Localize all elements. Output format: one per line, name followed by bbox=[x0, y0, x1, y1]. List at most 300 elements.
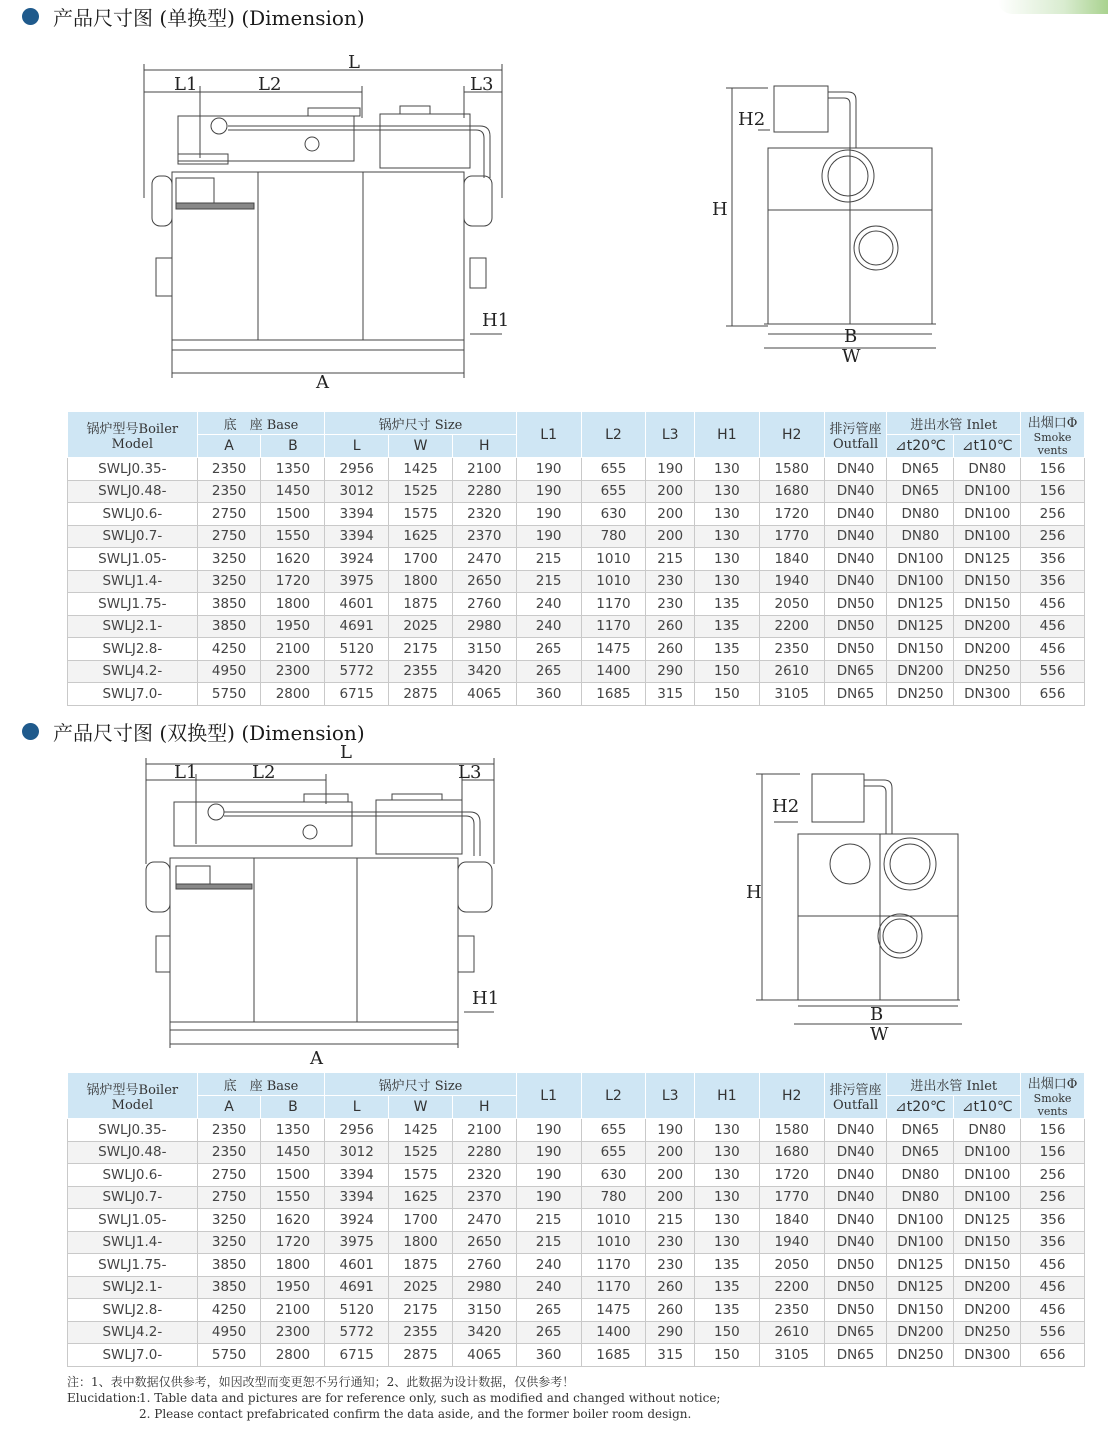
dim-label-A: A bbox=[316, 372, 329, 393]
value-cell: 1400 bbox=[581, 660, 646, 683]
value-cell: 1700 bbox=[389, 1209, 453, 1232]
value-cell: 3850 bbox=[197, 615, 261, 638]
value-cell: 150 bbox=[694, 660, 759, 683]
value-cell: DN150 bbox=[887, 638, 954, 661]
value-cell: 1500 bbox=[261, 1164, 325, 1187]
value-cell: 2025 bbox=[389, 615, 453, 638]
value-cell: DN125 bbox=[887, 615, 954, 638]
value-cell: 130 bbox=[694, 480, 759, 503]
header-dt20: ⊿t20℃ bbox=[887, 1096, 954, 1119]
value-cell: DN65 bbox=[887, 480, 954, 503]
value-cell: 190 bbox=[646, 1119, 695, 1142]
value-cell: 156 bbox=[1021, 480, 1085, 503]
model-cell: SWLJ0.35- bbox=[68, 1119, 198, 1142]
value-cell: 2875 bbox=[389, 683, 453, 706]
value-cell: 456 bbox=[1021, 1276, 1085, 1299]
value-cell: 290 bbox=[646, 1321, 695, 1344]
value-cell: 655 bbox=[581, 458, 646, 481]
header-W: W bbox=[389, 435, 453, 458]
value-cell: 135 bbox=[694, 1276, 759, 1299]
dim-label-H2: H2 bbox=[772, 796, 800, 817]
side-view-drawing-single bbox=[708, 78, 948, 368]
value-cell: 5120 bbox=[325, 638, 389, 661]
value-cell: 1940 bbox=[759, 1231, 824, 1254]
value-cell: 1840 bbox=[759, 1209, 824, 1232]
value-cell: 156 bbox=[1021, 1141, 1085, 1164]
value-cell: 2350 bbox=[197, 1119, 261, 1142]
header-outfall: 排污管座 Outfall bbox=[824, 1073, 887, 1119]
value-cell: DN80 bbox=[887, 1186, 954, 1209]
value-cell: 135 bbox=[694, 638, 759, 661]
spec-table-double bbox=[67, 1072, 1085, 1367]
value-cell: 150 bbox=[694, 683, 759, 706]
value-cell: 2610 bbox=[759, 660, 824, 683]
value-cell: 1580 bbox=[759, 1119, 824, 1142]
value-cell: 2355 bbox=[389, 1321, 453, 1344]
value-cell: 4065 bbox=[452, 683, 516, 706]
value-cell: 1350 bbox=[261, 1119, 325, 1142]
dim-label-L1: L1 bbox=[174, 74, 198, 95]
dim-label-B: B bbox=[870, 1004, 884, 1025]
value-cell: DN65 bbox=[824, 660, 887, 683]
bullet-icon bbox=[22, 8, 39, 25]
value-cell: 1010 bbox=[581, 1209, 646, 1232]
value-cell: DN125 bbox=[887, 1254, 954, 1277]
value-cell: 3850 bbox=[197, 593, 261, 616]
value-cell: 130 bbox=[694, 1141, 759, 1164]
value-cell: 1425 bbox=[389, 458, 453, 481]
table-row bbox=[68, 1299, 1085, 1322]
value-cell: 5750 bbox=[197, 683, 261, 706]
value-cell: 3850 bbox=[197, 1254, 261, 1277]
model-cell: SWLJ7.0- bbox=[68, 1344, 198, 1367]
value-cell: 215 bbox=[646, 1209, 695, 1232]
header-H2: H2 bbox=[759, 1073, 824, 1119]
value-cell: 150 bbox=[694, 1344, 759, 1367]
value-cell: 1170 bbox=[581, 1254, 646, 1277]
value-cell: 2280 bbox=[452, 1141, 516, 1164]
value-cell: 1525 bbox=[389, 1141, 453, 1164]
value-cell: 2320 bbox=[452, 503, 516, 526]
value-cell: 1800 bbox=[389, 570, 453, 593]
value-cell: DN250 bbox=[954, 1321, 1021, 1344]
value-cell: 1685 bbox=[581, 683, 646, 706]
value-cell: 4250 bbox=[197, 638, 261, 661]
value-cell: 150 bbox=[694, 1321, 759, 1344]
value-cell: 3394 bbox=[325, 503, 389, 526]
value-cell: 2980 bbox=[452, 1276, 516, 1299]
value-cell: 1685 bbox=[581, 1344, 646, 1367]
model-cell: SWLJ0.48- bbox=[68, 1141, 198, 1164]
value-cell: DN65 bbox=[887, 458, 954, 481]
value-cell: DN125 bbox=[887, 593, 954, 616]
table-row bbox=[68, 1209, 1085, 1232]
value-cell: 3150 bbox=[452, 638, 516, 661]
table-row bbox=[68, 1321, 1085, 1344]
value-cell: 200 bbox=[646, 503, 695, 526]
header-A: A bbox=[197, 435, 261, 458]
value-cell: 3012 bbox=[325, 1141, 389, 1164]
table-row bbox=[68, 570, 1085, 593]
value-cell: DN65 bbox=[824, 1321, 887, 1344]
header-L2: L2 bbox=[581, 1073, 646, 1119]
value-cell: DN100 bbox=[954, 480, 1021, 503]
value-cell: 135 bbox=[694, 1299, 759, 1322]
value-cell: 1800 bbox=[261, 1254, 325, 1277]
header-model: 锅炉型号Boiler Model bbox=[68, 1073, 198, 1119]
value-cell: DN65 bbox=[887, 1141, 954, 1164]
value-cell: DN40 bbox=[824, 458, 887, 481]
value-cell: DN200 bbox=[954, 1299, 1021, 1322]
value-cell: 2750 bbox=[197, 503, 261, 526]
value-cell: 1525 bbox=[389, 480, 453, 503]
value-cell: DN50 bbox=[824, 1299, 887, 1322]
value-cell: 1625 bbox=[389, 1186, 453, 1209]
dim-label-L: L bbox=[340, 744, 352, 763]
note-line-2: 2. Please contact prefabricated confirm the data aside, and the former boiler room design. bbox=[139, 1407, 692, 1421]
value-cell: 260 bbox=[646, 615, 695, 638]
value-cell: 230 bbox=[646, 1231, 695, 1254]
value-cell: 130 bbox=[694, 570, 759, 593]
value-cell: 2350 bbox=[759, 638, 824, 661]
value-cell: 3250 bbox=[197, 1231, 261, 1254]
value-cell: 1010 bbox=[581, 570, 646, 593]
value-cell: 2800 bbox=[261, 683, 325, 706]
value-cell: 3394 bbox=[325, 1186, 389, 1209]
value-cell: 3105 bbox=[759, 1344, 824, 1367]
value-cell: 2956 bbox=[325, 458, 389, 481]
model-cell: SWLJ1.75- bbox=[68, 1254, 198, 1277]
header-base: 底 座 Base bbox=[197, 1073, 325, 1096]
table-row bbox=[68, 503, 1085, 526]
model-cell: SWLJ0.7- bbox=[68, 525, 198, 548]
header-L1: L1 bbox=[516, 1073, 581, 1119]
table-row bbox=[68, 660, 1085, 683]
table-row bbox=[68, 1119, 1085, 1142]
value-cell: 2610 bbox=[759, 1321, 824, 1344]
table-row bbox=[68, 1164, 1085, 1187]
value-cell: 290 bbox=[646, 660, 695, 683]
value-cell: 356 bbox=[1021, 548, 1085, 571]
dim-label-L2: L2 bbox=[258, 74, 282, 95]
table-row bbox=[68, 1141, 1085, 1164]
header-L3: L3 bbox=[646, 1073, 695, 1119]
model-cell: SWLJ0.6- bbox=[68, 503, 198, 526]
value-cell: DN50 bbox=[824, 593, 887, 616]
dim-label-W: W bbox=[870, 1024, 889, 1044]
value-cell: 1720 bbox=[261, 1231, 325, 1254]
section-title-text: 产品尺寸图 (双换型) (Dimension) bbox=[53, 720, 365, 745]
value-cell: DN40 bbox=[824, 1209, 887, 1232]
model-cell: SWLJ2.8- bbox=[68, 1299, 198, 1322]
value-cell: DN100 bbox=[954, 1164, 1021, 1187]
value-cell: 240 bbox=[516, 615, 581, 638]
value-cell: 256 bbox=[1021, 503, 1085, 526]
value-cell: DN150 bbox=[954, 593, 1021, 616]
value-cell: 2875 bbox=[389, 1344, 453, 1367]
value-cell: 1575 bbox=[389, 503, 453, 526]
value-cell: 130 bbox=[694, 525, 759, 548]
value-cell: 1350 bbox=[261, 458, 325, 481]
value-cell: DN150 bbox=[954, 1254, 1021, 1277]
value-cell: 1170 bbox=[581, 615, 646, 638]
model-cell: SWLJ7.0- bbox=[68, 683, 198, 706]
value-cell: 1770 bbox=[759, 1186, 824, 1209]
front-view-drawing-single bbox=[130, 48, 520, 393]
header-smoke: 出烟口Φ Smoke vents bbox=[1021, 412, 1085, 458]
header-B: B bbox=[261, 1096, 325, 1119]
value-cell: 456 bbox=[1021, 1299, 1085, 1322]
value-cell: 200 bbox=[646, 1186, 695, 1209]
value-cell: 4950 bbox=[197, 660, 261, 683]
value-cell: 2355 bbox=[389, 660, 453, 683]
value-cell: 130 bbox=[694, 1164, 759, 1187]
model-cell: SWLJ0.7- bbox=[68, 1186, 198, 1209]
header-dt10: ⊿t10℃ bbox=[954, 435, 1021, 458]
value-cell: DN100 bbox=[954, 1141, 1021, 1164]
value-cell: DN200 bbox=[954, 615, 1021, 638]
value-cell: 360 bbox=[516, 1344, 581, 1367]
value-cell: 230 bbox=[646, 593, 695, 616]
value-cell: 2470 bbox=[452, 548, 516, 571]
value-cell: 1840 bbox=[759, 548, 824, 571]
table-row bbox=[68, 1186, 1085, 1209]
value-cell: 2350 bbox=[197, 458, 261, 481]
value-cell: 630 bbox=[581, 503, 646, 526]
value-cell: DN80 bbox=[887, 1164, 954, 1187]
value-cell: DN125 bbox=[954, 548, 1021, 571]
value-cell: 1400 bbox=[581, 1321, 646, 1344]
model-cell: SWLJ2.1- bbox=[68, 615, 198, 638]
value-cell: 2050 bbox=[759, 593, 824, 616]
value-cell: 1620 bbox=[261, 1209, 325, 1232]
model-cell: SWLJ1.4- bbox=[68, 1231, 198, 1254]
dim-label-L: L bbox=[348, 52, 360, 73]
value-cell: 1450 bbox=[261, 480, 325, 503]
value-cell: 4950 bbox=[197, 1321, 261, 1344]
header-L: L bbox=[325, 435, 389, 458]
table-row bbox=[68, 458, 1085, 481]
value-cell: DN40 bbox=[824, 480, 887, 503]
value-cell: DN40 bbox=[824, 525, 887, 548]
value-cell: DN50 bbox=[824, 1276, 887, 1299]
value-cell: DN40 bbox=[824, 548, 887, 571]
table-row bbox=[68, 1254, 1085, 1277]
dim-label-L3: L3 bbox=[458, 762, 482, 783]
value-cell: 356 bbox=[1021, 1209, 1085, 1232]
value-cell: 200 bbox=[646, 1164, 695, 1187]
table-row bbox=[68, 480, 1085, 503]
value-cell: 655 bbox=[581, 1141, 646, 1164]
value-cell: DN100 bbox=[887, 570, 954, 593]
model-cell: SWLJ0.6- bbox=[68, 1164, 198, 1187]
value-cell: 3975 bbox=[325, 1231, 389, 1254]
value-cell: DN50 bbox=[824, 1254, 887, 1277]
value-cell: 1450 bbox=[261, 1141, 325, 1164]
header-smoke: 出烟口Φ Smoke vents bbox=[1021, 1073, 1085, 1119]
value-cell: 215 bbox=[516, 1231, 581, 1254]
value-cell: 4601 bbox=[325, 1254, 389, 1277]
value-cell: DN150 bbox=[887, 1299, 954, 1322]
dim-label-H1: H1 bbox=[472, 988, 500, 1009]
value-cell: 656 bbox=[1021, 683, 1085, 706]
value-cell: 1950 bbox=[261, 615, 325, 638]
value-cell: 4691 bbox=[325, 1276, 389, 1299]
value-cell: 6715 bbox=[325, 683, 389, 706]
value-cell: DN125 bbox=[954, 1209, 1021, 1232]
value-cell: 5772 bbox=[325, 1321, 389, 1344]
value-cell: DN50 bbox=[824, 615, 887, 638]
model-cell: SWLJ2.1- bbox=[68, 1276, 198, 1299]
section-title-double bbox=[22, 716, 365, 746]
value-cell: 3250 bbox=[197, 1209, 261, 1232]
value-cell: 1500 bbox=[261, 503, 325, 526]
dim-label-W: W bbox=[842, 346, 861, 367]
value-cell: DN300 bbox=[954, 683, 1021, 706]
value-cell: 130 bbox=[694, 1119, 759, 1142]
value-cell: 1720 bbox=[759, 1164, 824, 1187]
value-cell: 556 bbox=[1021, 1321, 1085, 1344]
value-cell: DN65 bbox=[887, 1119, 954, 1142]
header-H1: H1 bbox=[694, 1073, 759, 1119]
value-cell: DN80 bbox=[887, 525, 954, 548]
model-cell: SWLJ1.4- bbox=[68, 570, 198, 593]
header-L2: L2 bbox=[581, 412, 646, 458]
header-H: H bbox=[452, 1096, 516, 1119]
value-cell: 190 bbox=[516, 458, 581, 481]
value-cell: 2800 bbox=[261, 1344, 325, 1367]
value-cell: 1575 bbox=[389, 1164, 453, 1187]
value-cell: 1425 bbox=[389, 1119, 453, 1142]
value-cell: 2100 bbox=[261, 638, 325, 661]
value-cell: 655 bbox=[581, 1119, 646, 1142]
value-cell: 1550 bbox=[261, 525, 325, 548]
table-row bbox=[68, 615, 1085, 638]
value-cell: DN125 bbox=[887, 1276, 954, 1299]
value-cell: 190 bbox=[516, 1119, 581, 1142]
value-cell: 630 bbox=[581, 1164, 646, 1187]
value-cell: 1800 bbox=[389, 1231, 453, 1254]
value-cell: 3975 bbox=[325, 570, 389, 593]
table-body bbox=[68, 1119, 1085, 1367]
value-cell: 240 bbox=[516, 1254, 581, 1277]
value-cell: 2956 bbox=[325, 1119, 389, 1142]
value-cell: 2370 bbox=[452, 1186, 516, 1209]
value-cell: 4250 bbox=[197, 1299, 261, 1322]
value-cell: DN80 bbox=[954, 1119, 1021, 1142]
value-cell: 2300 bbox=[261, 1321, 325, 1344]
value-cell: 256 bbox=[1021, 525, 1085, 548]
value-cell: DN100 bbox=[954, 525, 1021, 548]
value-cell: 1940 bbox=[759, 570, 824, 593]
value-cell: 190 bbox=[516, 1141, 581, 1164]
value-cell: 1625 bbox=[389, 525, 453, 548]
value-cell: 456 bbox=[1021, 615, 1085, 638]
table-row bbox=[68, 1276, 1085, 1299]
table-row bbox=[68, 1231, 1085, 1254]
value-cell: DN100 bbox=[954, 1186, 1021, 1209]
value-cell: 130 bbox=[694, 503, 759, 526]
value-cell: 1875 bbox=[389, 1254, 453, 1277]
value-cell: 1620 bbox=[261, 548, 325, 571]
value-cell: DN300 bbox=[954, 1344, 1021, 1367]
note-label: Elucidation: bbox=[67, 1391, 141, 1405]
value-cell: 215 bbox=[646, 548, 695, 571]
value-cell: 2650 bbox=[452, 570, 516, 593]
table-row bbox=[68, 1344, 1085, 1367]
section-title-text: 产品尺寸图 (单换型) (Dimension) bbox=[53, 5, 365, 30]
value-cell: 190 bbox=[516, 480, 581, 503]
value-cell: 2350 bbox=[197, 1141, 261, 1164]
value-cell: 2370 bbox=[452, 525, 516, 548]
value-cell: 356 bbox=[1021, 570, 1085, 593]
model-cell: SWLJ1.75- bbox=[68, 593, 198, 616]
value-cell: 265 bbox=[516, 660, 581, 683]
header-A: A bbox=[197, 1096, 261, 1119]
value-cell: 190 bbox=[516, 525, 581, 548]
dim-label-A: A bbox=[310, 1048, 323, 1069]
value-cell: 130 bbox=[694, 1186, 759, 1209]
table-row bbox=[68, 525, 1085, 548]
value-cell: 2200 bbox=[759, 615, 824, 638]
value-cell: 230 bbox=[646, 570, 695, 593]
value-cell: 190 bbox=[516, 1186, 581, 1209]
value-cell: 1800 bbox=[261, 593, 325, 616]
value-cell: 3924 bbox=[325, 548, 389, 571]
value-cell: 5772 bbox=[325, 660, 389, 683]
value-cell: 2200 bbox=[759, 1276, 824, 1299]
value-cell: DN200 bbox=[887, 660, 954, 683]
value-cell: 200 bbox=[646, 525, 695, 548]
value-cell: 3250 bbox=[197, 548, 261, 571]
note-cn: 注：1、表中数据仅供参考，如因改型而变更恕不另行通知；2、此数据为设计数据，仅供参考！ bbox=[67, 1375, 575, 1389]
value-cell: 240 bbox=[516, 1276, 581, 1299]
model-cell: SWLJ2.8- bbox=[68, 638, 198, 661]
model-cell: SWLJ0.48- bbox=[68, 480, 198, 503]
value-cell: 1700 bbox=[389, 548, 453, 571]
value-cell: 1010 bbox=[581, 1231, 646, 1254]
value-cell: 2025 bbox=[389, 1276, 453, 1299]
value-cell: DN250 bbox=[887, 1344, 954, 1367]
value-cell: 156 bbox=[1021, 1119, 1085, 1142]
value-cell: 200 bbox=[646, 480, 695, 503]
value-cell: 3850 bbox=[197, 1276, 261, 1299]
value-cell: DN65 bbox=[824, 683, 887, 706]
value-cell: 4601 bbox=[325, 593, 389, 616]
value-cell: 215 bbox=[516, 548, 581, 571]
value-cell: 156 bbox=[1021, 458, 1085, 481]
value-cell: DN200 bbox=[887, 1321, 954, 1344]
value-cell: 2100 bbox=[261, 1299, 325, 1322]
header-H1: H1 bbox=[694, 412, 759, 458]
header-dt20: ⊿t20℃ bbox=[887, 435, 954, 458]
value-cell: 2050 bbox=[759, 1254, 824, 1277]
value-cell: 456 bbox=[1021, 638, 1085, 661]
value-cell: 655 bbox=[581, 480, 646, 503]
value-cell: 1170 bbox=[581, 593, 646, 616]
value-cell: 456 bbox=[1021, 593, 1085, 616]
value-cell: 265 bbox=[516, 1299, 581, 1322]
value-cell: 356 bbox=[1021, 1231, 1085, 1254]
dim-label-L3: L3 bbox=[470, 74, 494, 95]
value-cell: 4065 bbox=[452, 1344, 516, 1367]
dim-label-H1: H1 bbox=[482, 310, 510, 331]
value-cell: DN80 bbox=[954, 458, 1021, 481]
value-cell: DN100 bbox=[954, 503, 1021, 526]
header-H: H bbox=[452, 435, 516, 458]
header-L3: L3 bbox=[646, 412, 695, 458]
dim-label-L1: L1 bbox=[174, 762, 198, 783]
